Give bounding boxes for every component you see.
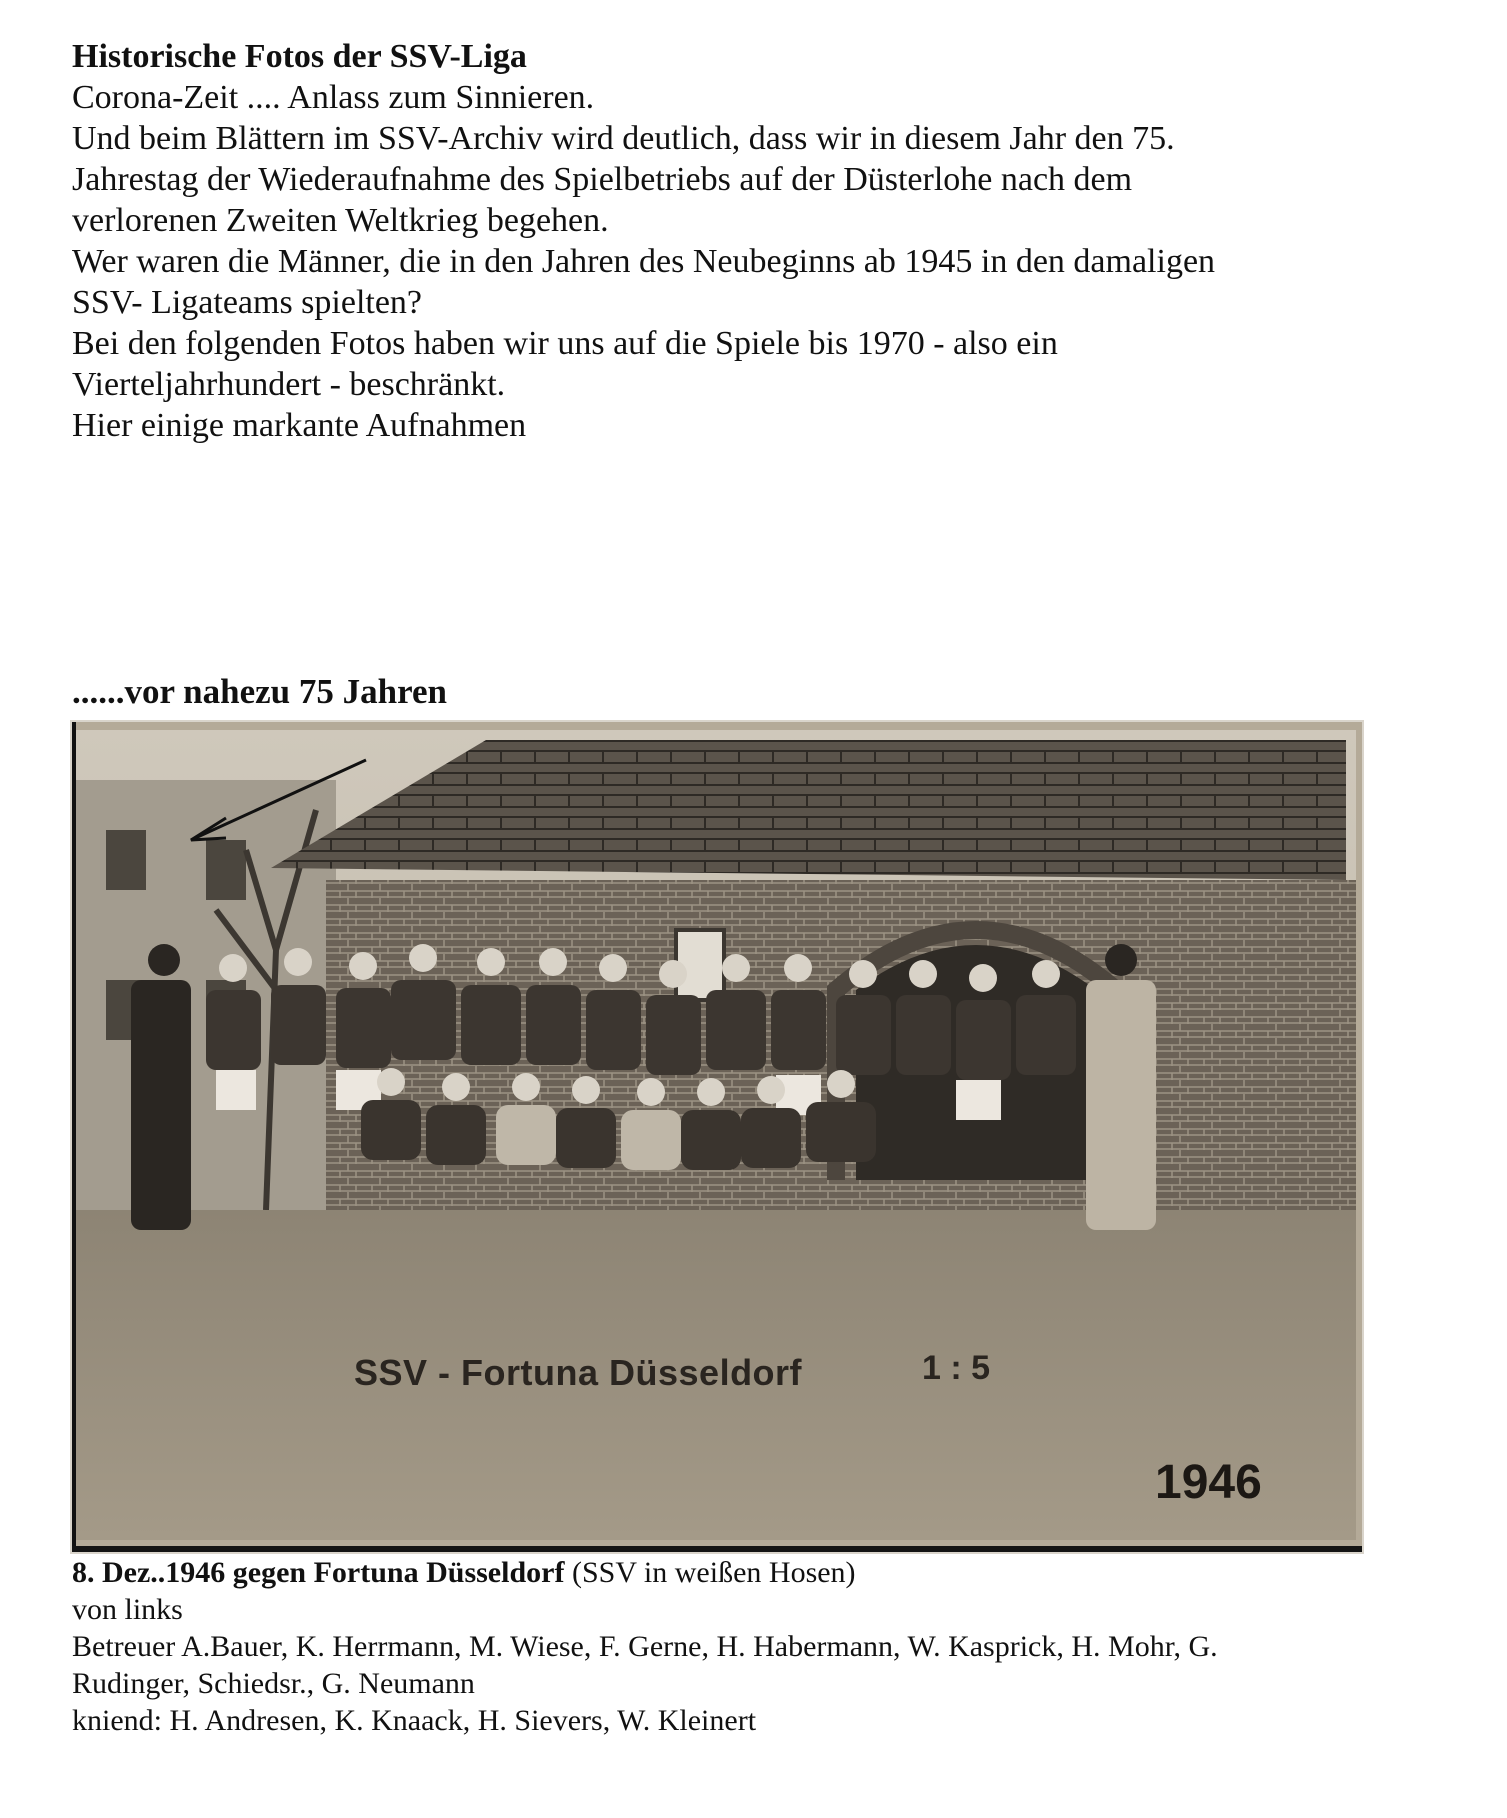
intro-line: SSV- Ligateams spielten? xyxy=(72,284,423,321)
photo-match-label: SSV - Fortuna Düsseldorf xyxy=(354,1352,803,1393)
intro-line: Und beim Blättern im SSV-Archiv wird deutlich, dass wir in diesem Jahr den 75. xyxy=(72,120,1175,157)
caption-date-match: 8. Dez..1946 gegen Fortuna Düsseldorf xyxy=(72,1556,565,1589)
intro-line: Vierteljahrhundert - beschränkt. xyxy=(72,366,506,403)
team-photo xyxy=(72,722,1362,1552)
caption-kneeling: kniend: H. Andresen, K. Knaack, H. Sievers, W. Kleinert xyxy=(72,1704,757,1737)
intro-line: Corona-Zeit .... Anlass zum Sinnieren. xyxy=(72,79,595,116)
caption-standing: Rudinger, Schiedsr., G. Neumann xyxy=(72,1667,475,1700)
intro-line: Jahrestag der Wiederaufnahme des Spielbetriebs auf der Düsterlohe nach dem xyxy=(72,161,1133,198)
photo-score-label: 1 : 5 xyxy=(922,1349,991,1387)
caption-title-line xyxy=(72,1554,1492,1591)
article-title: Historische Fotos der SSV-Liga xyxy=(72,38,527,75)
photo-year-label: 1946 xyxy=(1155,1456,1262,1509)
intro-line: Wer waren die Männer, die in den Jahren des Neubeginns ab 1945 in den damaligen xyxy=(72,243,1216,280)
photo-illustration xyxy=(76,730,1356,1540)
intro-line: verlorenen Zweiten Weltkrieg begehen. xyxy=(72,202,609,239)
caption-from-left: von links xyxy=(72,1593,183,1626)
photo-caption xyxy=(72,1554,1492,1739)
intro-text xyxy=(72,36,1492,446)
photo-edge xyxy=(72,1546,1362,1552)
intro-line: Hier einige markante Aufnahmen xyxy=(72,407,527,444)
intro-line: Bei den folgenden Fotos haben wir uns auf die Spiele bis 1970 - also ein xyxy=(72,325,1058,362)
caption-note: (SSV in weißen Hosen) xyxy=(564,1556,856,1589)
section-title: ......vor nahezu 75 Jahren xyxy=(72,672,447,711)
caption-standing: Betreuer A.Bauer, K. Herrmann, M. Wiese, F. Gerne, H. Habermann, W. Kasprick, H. Mohr, G. xyxy=(72,1630,1218,1663)
